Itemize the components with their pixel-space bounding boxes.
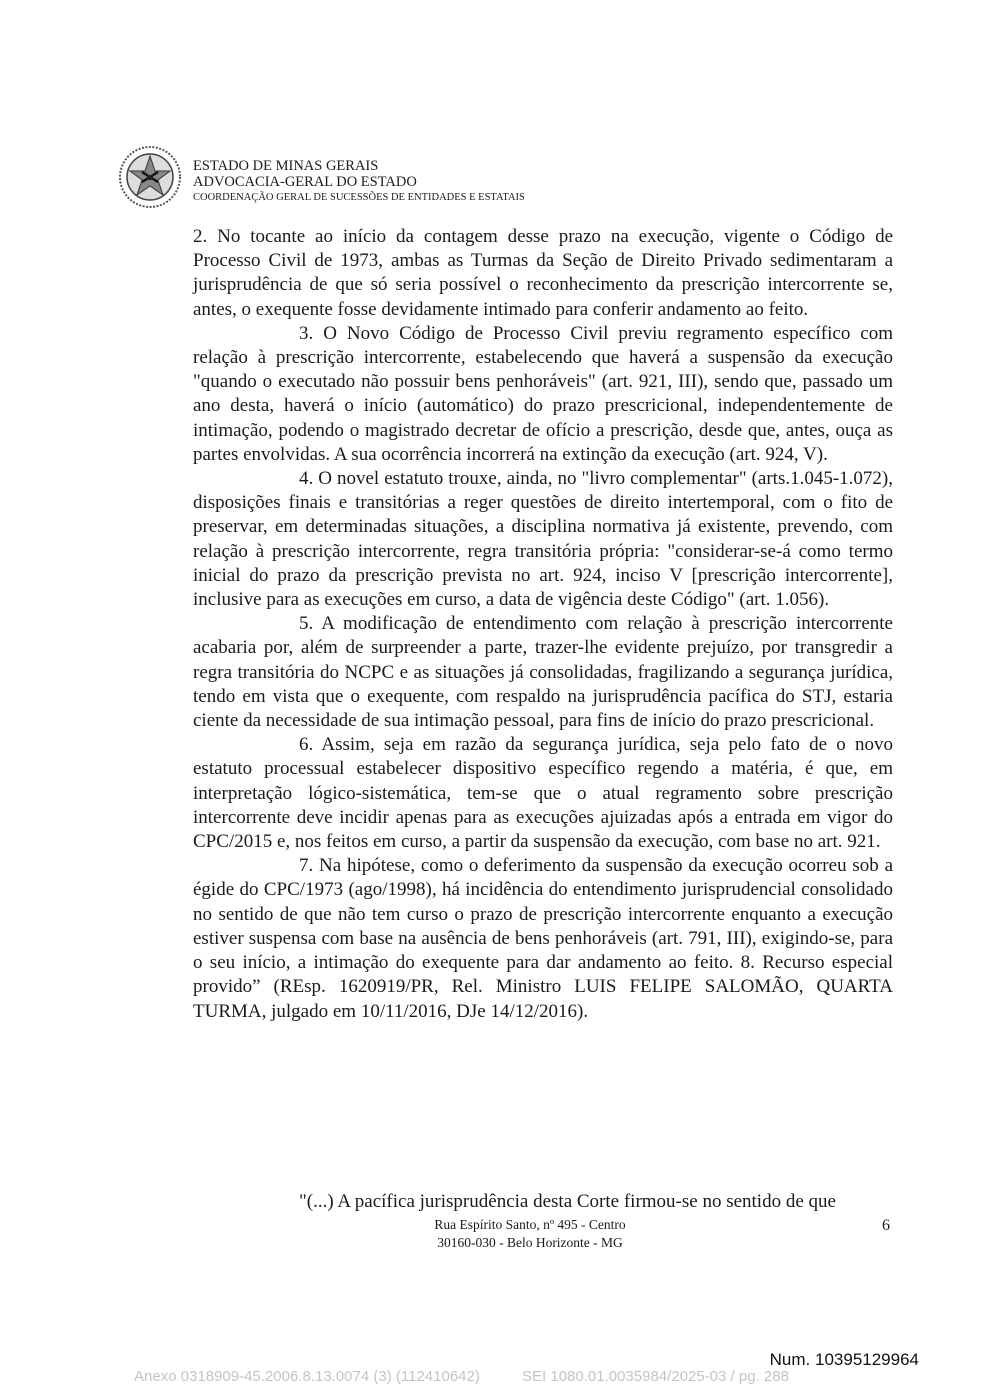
footer-address (400, 1216, 660, 1251)
paragraph-7: 7. Na hipótese, como o deferimento da suspensão da execução ocorreu sob a égide do CPC/1973 (ago/1998), há incidência do entendimento jurisprudencial consolidado no sentido de que não tem curso o prazo de prescrição intercorrente enquanto a execução estiver suspensa com base na ausência de bens penhoráveis (art. 791, III), exigindo-se, para o seu início, a intimação do exequente para dar andamento ao feito. 8. Recurso especial provido” (REsp. 1620919/PR, Rel. Ministro LUIS FELIPE SALOMÃO, QUARTA TURMA, julgado em 10/11/2016, DJe 14/12/2016). (193, 855, 893, 1022)
paragraph-5: 5. A modificação de entendimento com relação à prescrição intercorrente acabaria por, além de surpreender a parte, trazer-lhe evidente prejuízo, por transgredir a regra transitória do NCPC e as situações já consolidadas, fragilizando a segurança jurídica, tendo em vista que o exequente, com respaldo na jurisprudência pacífica do STJ, estaria ciente da necessidade de sua intimação pessoal, para fins de início do prazo prescricional. (193, 613, 893, 732)
page-number: 6 (882, 1217, 890, 1234)
quote-start: "(...) A pacífica jurisprudência desta Corte firmou-se no sentido de que (299, 1191, 836, 1212)
document-body (193, 225, 893, 1024)
paragraph-4: 4. O novel estatuto trouxe, ainda, no "livro complementar" (arts.1.045-1.072), disposições finais e transitórias a reger questões de direito intertemporal, com o fito de preservar, em determinadas situações, a disciplina normativa já existente, prevendo, com relação à prescrição intercorrente, regra transitória própria: "considerar-se-á como termo inicial do prazo da prescrição prevista no art. 924, inciso V [prescrição intercorrente], inclusive para as execuções em curso, a data de vigência deste Código" (art. 1.056). (193, 468, 893, 611)
department-name: COORDENAÇÃO GERAL DE SUCESSÕES DE ENTIDADES E ESTATAIS (193, 192, 525, 203)
agency-name: ADVOCACIA-GERAL DO ESTADO (193, 174, 417, 190)
coat-of-arms-icon (118, 144, 182, 210)
paragraph-2: 2. No tocante ao início da contagem desse prazo na execução, vigente o Código de Processo Civil de 1973, ambas as Turmas da Seção de Direito Privado sedimentaram a jurisprudência de que só seria possível o reconhecimento da prescrição intercorrente se, antes, o exequente fosse devidamente intimado para conferir andamento ao feito. (193, 226, 893, 320)
letterhead (193, 158, 525, 205)
state-name: ESTADO DE MINAS GERAIS (193, 158, 379, 174)
annex-watermark (134, 1368, 789, 1385)
paragraph-3: 3. O Novo Código de Processo Civil previu regramento específico com relação à prescrição intercorrente, estabelecendo que haverá a suspensão da execução "quando o executado não possuir bens penhoráveis" (art. 921, III), sendo que, passado um ano desta, haverá o início (automático) do prazo prescricional, independentemente de intimação, podendo o magistrado decretar de ofício a prescrição, desde que, antes, ouça as partes envolvidas. A sua ocorrência incorrerá na extinção da execução (art. 924, V). (193, 322, 893, 465)
address-line-2: 30160-030 - Belo Horizonte - MG (437, 1234, 623, 1250)
paragraph-6: 6. Assim, seja em razão da segurança jurídica, seja pelo fato de o novo estatuto processual estabelecer dispositivo específico regendo a matéria, é que, em interpretação lógico-sistemática, tem-se que o atual regramento sobre prescrição intercorrente deve incidir apenas para as execuções ajuizadas após a entrada em vigor do CPC/2015 e, nos feitos em curso, a partir da suspensão da execução, com base no art. 921. (193, 734, 893, 853)
address-line-1: Rua Espírito Santo, nº 495 - Centro (434, 1217, 626, 1232)
sei-reference: SEI 1080.01.0035984/2025-03 / pg. 288 (522, 1368, 789, 1385)
annex-reference: Anexo 0318909-45.2006.8.13.0074 (3) (112410642) (134, 1368, 480, 1385)
document-number-stamp: Num. 10395129964 (769, 1350, 919, 1369)
